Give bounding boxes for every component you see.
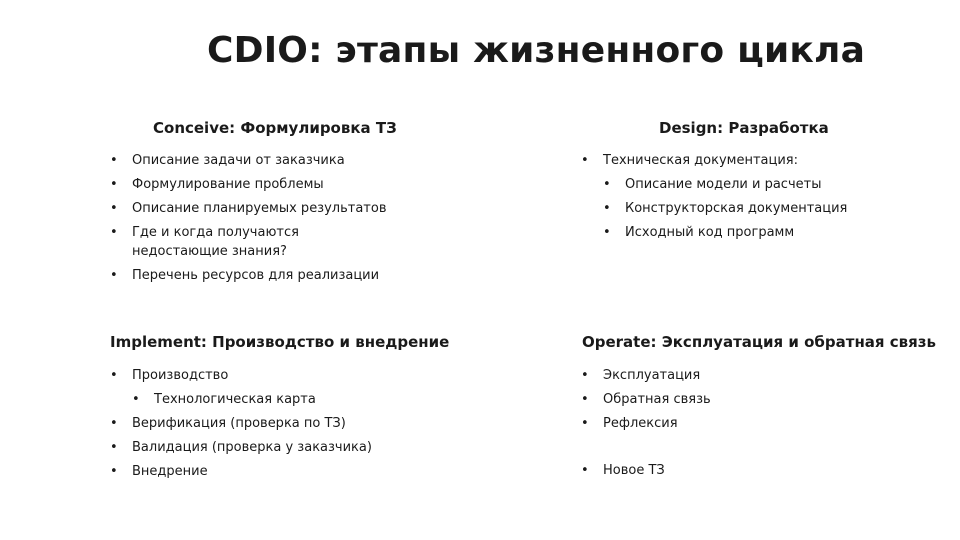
list-item: • Описание задачи от заказчика: [110, 151, 400, 170]
list-item: • Описание планируемых результатов: [110, 199, 400, 218]
design-heading: Design: Разработка: [659, 119, 829, 137]
list-item: • Перечень ресурсов для реализации: [110, 266, 400, 285]
list-item: • Конструкторская документация: [603, 199, 881, 218]
list-item: • Технологическая карта: [132, 390, 410, 409]
conceive-list: [110, 151, 400, 290]
list-item: • Верификация (проверка по ТЗ): [110, 414, 410, 433]
implement-list: [110, 366, 410, 486]
list-item: • Эксплуатация: [581, 366, 881, 385]
operate-list: [581, 366, 881, 485]
list-item: • Техническая документация:: [581, 151, 881, 170]
conceive-heading: Conceive: Формулировка ТЗ: [153, 119, 397, 137]
list-item: • Производство: [110, 366, 410, 385]
list-item: • Исходный код программ: [603, 223, 881, 242]
list-item: • Где и когда получаются недостающие знания?: [110, 223, 382, 261]
list-item: • Рефлексия: [581, 414, 881, 433]
implement-heading: Implement: Производство и внедрение: [110, 333, 450, 351]
list-item: • Валидация (проверка у заказчика): [110, 438, 410, 457]
list-item: • Формулирование проблемы: [110, 175, 400, 194]
slide-title: CDIO: этапы жизненного цикла: [207, 30, 866, 71]
list-item: • Внедрение: [110, 462, 410, 481]
operate-heading: Operate: Эксплуатация и обратная связь: [582, 333, 936, 351]
list-item: • Обратная связь: [581, 390, 881, 409]
design-list: [581, 151, 881, 247]
list-item: • Описание модели и расчеты: [603, 175, 881, 194]
list-item: • Новое ТЗ: [581, 461, 881, 480]
